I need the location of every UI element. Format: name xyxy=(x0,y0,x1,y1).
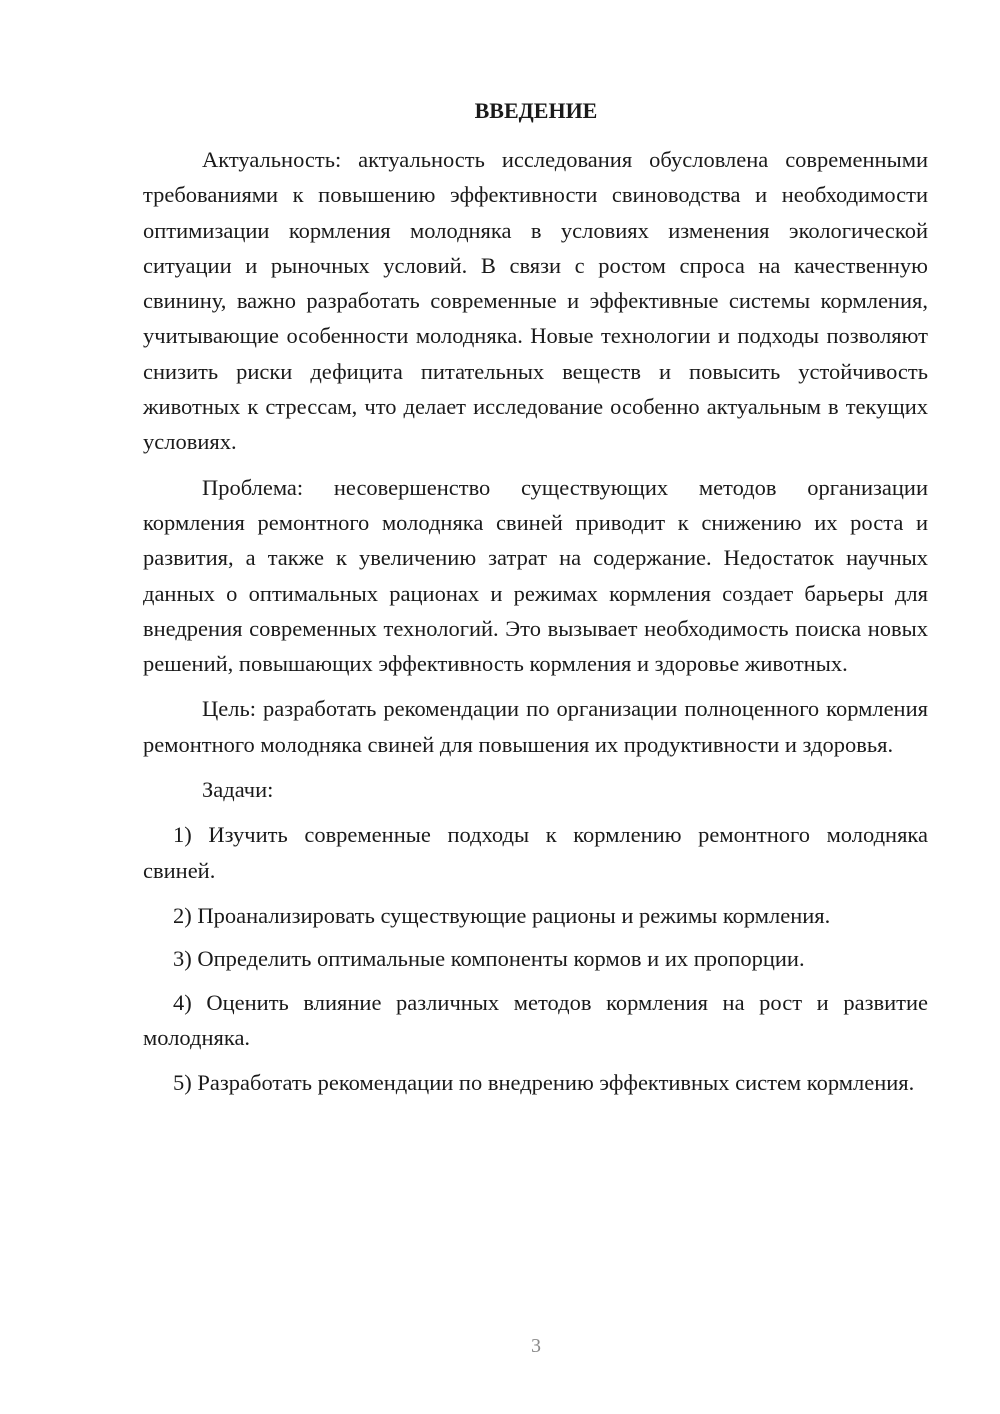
section-title: ВВЕДЕНИЕ xyxy=(474,98,598,123)
paragraph-problem: Проблема: несовершенство существующих методов организации кормления ремонтного молодняка свиней приводит к снижению их роста и развития, а также к увеличению затрат на содержание. Недостаток научных данных о оптимальных рационах и режимах кормления создает барьеры для внедрения современных технологий. Это вызывает необходимость поиска новых решений, повышающих эффективность кормления и здоровье животных. xyxy=(143,474,928,677)
page-number: 3 xyxy=(531,1335,541,1357)
task-item-2: 2) Проанализировать существующие рационы и режимы кормления. xyxy=(173,902,831,928)
paragraph-goal: Цель: разработать рекомендации по организации полноценного кормления ремонтного молодняка свиней для повышения их продуктивности и здоровья. xyxy=(143,696,928,757)
paragraph-relevance: Актуальность: актуальность исследования обусловлена современными требованиями к повышению эффективности свиноводства и необходимости оптимизации кормления молодняка в условиях изменения экологической ситуации и рыночных условий. В связи с ростом спроса на качественную свинину, важно разработать современные и эффективные системы кормления, учитывающие особенности молодняка. Новые технологии и подходы позволяют снизить риски дефицита питательных веществ и повысить устойчивость животных к стрессам, что делает исследование особенно актуальным в текущих условиях. xyxy=(143,147,928,455)
document-body xyxy=(143,142,928,1110)
task-item-1: 1) Изучить современные подходы к кормлению ремонтного молодняка свиней. xyxy=(143,822,928,883)
paragraph-tasks-heading: Задачи: xyxy=(202,777,274,803)
task-item-5: 5) Разработать рекомендации по внедрению эффективных систем кормления. xyxy=(173,1070,915,1096)
task-item-3: 3) Определить оптимальные компоненты кормов и их пропорции. xyxy=(173,946,805,972)
task-item-4: 4) Оценить влияние различных методов кормления на рост и развитие молодняка. xyxy=(143,989,928,1050)
